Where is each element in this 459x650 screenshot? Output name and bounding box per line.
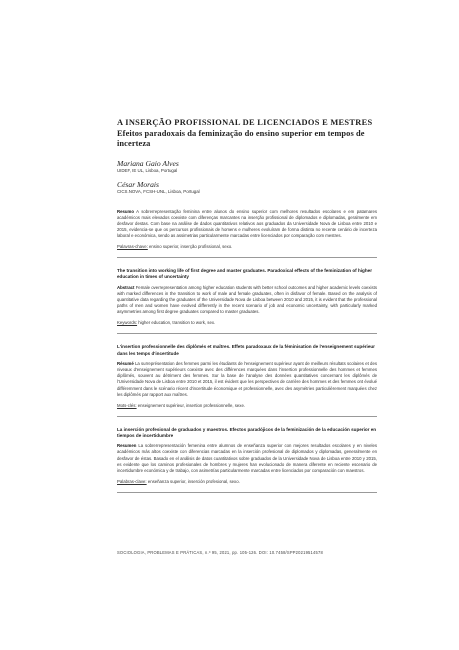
keywords (117, 403, 377, 409)
keywords-values: enseñanza superior, inserción profesional, sexo. (147, 479, 240, 484)
keywords-values: enseignement supérieur, insertion professionnelle, sexe. (137, 402, 246, 408)
section-title: The transition into working life of first degree and master graduates. Paradoxical effects of the feminization of higher education in times of uncertainty (117, 268, 372, 280)
abstract-en (117, 268, 377, 334)
keywords (117, 320, 377, 326)
section-divider (117, 257, 377, 258)
abstract-lead: Abstract (117, 284, 135, 290)
abstract-text (117, 285, 377, 316)
abstract-lead: Resumen (117, 443, 137, 449)
keywords (117, 244, 377, 250)
section-title: La inserción profesional de graduados y maestros. Efectos paradójicos de la feminización de la educación superior en tiempos de incertidumbre (117, 426, 377, 439)
author-2 (117, 180, 377, 195)
section-divider (117, 492, 377, 493)
abstract-lead: Résumé (117, 360, 134, 366)
keywords-label: Palavras-chave: (117, 244, 148, 250)
keywords-label: Mots-clés: (117, 402, 137, 408)
abstract-text (117, 361, 377, 398)
section-title: L'insertion professionnelle des diplômés et maîtres. Effets paradoxaux de la féminisation de l'enseignement supérieur dans les temps d'incertitude (117, 344, 375, 356)
abstract-body: A sobrerrepresentação feminina entre alunos do ensino superior com melhores resultados escolares e em patamares académicos mais elevados coexiste com diferenças marcantes na inserção profissional de diplomados e diplomadas, geralmente em desfavor destas. Com base na análise de dados quantitativos relativos aos graduados da Universidade Nova de Lisboa entre 2010 e 2015, evidencia-se que os percursos profissionais de homens e mulheres evoluíram de forma distinta no recente cenário de incerteza laboral e económica, sendo as assimetrias particularmente marcadas entre licenciados por comparação com mestres. (117, 208, 377, 239)
abstract-text (117, 443, 377, 474)
author-affiliation: UIDEF, IE UL, Lisboa, Portugal (117, 167, 178, 173)
page-footer: SOCIOLOGIA, PROBLEMAS E PRÁTICAS, n.º 95, 2021, pp. 105-126. DOI: 10.7458/SPP20219514578 (117, 550, 323, 555)
keywords-label: Keywords: (117, 320, 138, 326)
abstract-text (117, 209, 377, 240)
abstract-pt (117, 209, 377, 259)
author-1 (117, 159, 377, 174)
paper-content (117, 118, 377, 493)
paper-title-main: A INSERÇÃO PROFISSIONAL DE LICENCIADOS E MESTRES (117, 118, 373, 127)
abstract-fr (117, 344, 377, 416)
paper-subtitle: Efeitos paradoxais da feminização do ensino superior em tempos de incerteza (117, 128, 365, 148)
abstract-es (117, 427, 377, 493)
section-divider (117, 416, 377, 417)
abstract-body: La surreprésentation des femmes parmi les étudiants de l'enseignement supérieur ayant de meilleurs résultats scolaires et des niveaux d'enseignement supérieurs coexiste avec des différences marquées dans l'insertion professionnelle des hommes et femmes diplômés, souvent au détriment des femmes. Sur la base de l'analyse des données quantitatives concernant les diplômés de l'Universidade Nova de Lisboa entre 2010 et 2015, il est évident que les perspectives de carrière des hommes et des femmes ont évolué différemment dans le scénario récent d'incertitude économique et professionnelle, avec des asymétries particulièrement marquées chez les diplômés par rapport aux maîtres. (117, 360, 377, 397)
author-name: Mariana Gaio Alves (117, 158, 179, 168)
section-divider (117, 333, 377, 334)
abstract-lead: Resumo (117, 208, 134, 214)
author-list (117, 159, 377, 195)
keywords-label: Palabras-clave: (117, 479, 147, 484)
keywords-values: ensino superior, inserção profissional, sexo. (149, 244, 233, 250)
abstract-body: Female overrepresentation among higher education students with better school outcomes and higher academic levels coexists with marked differences in the transition to work of male and female graduates, often in disfavor of female. Based on the analysis of quantitative data regarding the graduates of the Universidade Nova de Lisboa between 2010 and 2015, it is evident that the professional paths of men and women have evolved differently in the recent scenario of job and economic uncertainty, with particularly marked asymmetries among first degree graduates compared to master graduates. (117, 284, 377, 315)
keywords-values: higher education, transition to work, sex. (138, 320, 216, 326)
keywords (117, 479, 377, 485)
paper-title (117, 118, 377, 150)
author-name: César Morais (117, 179, 159, 189)
abstract-body: La sobrerrepresentación femenina entre alumnos de enseñanza superior con mejores resultados escolares y en niveles académicos más altos coexiste con diferencias marcadas en la inserción profesional de diplomados y diplomadas, generalmente en desfavor de éstas. Basado en el análisis de datos cuantitativos sobre graduados de la Universidade Nova de Lisboa entre 2010 y 2015, es evidente que los caminos profesionales de hombres y mujeres han evolucionado de manera diferente en reciente escenario de incertidumbre económica y de trabajo, con asimetrías particularmente marcadas entre licenciados por comparación con maestros. (117, 443, 377, 473)
author-affiliation: CICS.NOVA, FCSH-UNL, Lisboa, Portugal (117, 188, 200, 194)
